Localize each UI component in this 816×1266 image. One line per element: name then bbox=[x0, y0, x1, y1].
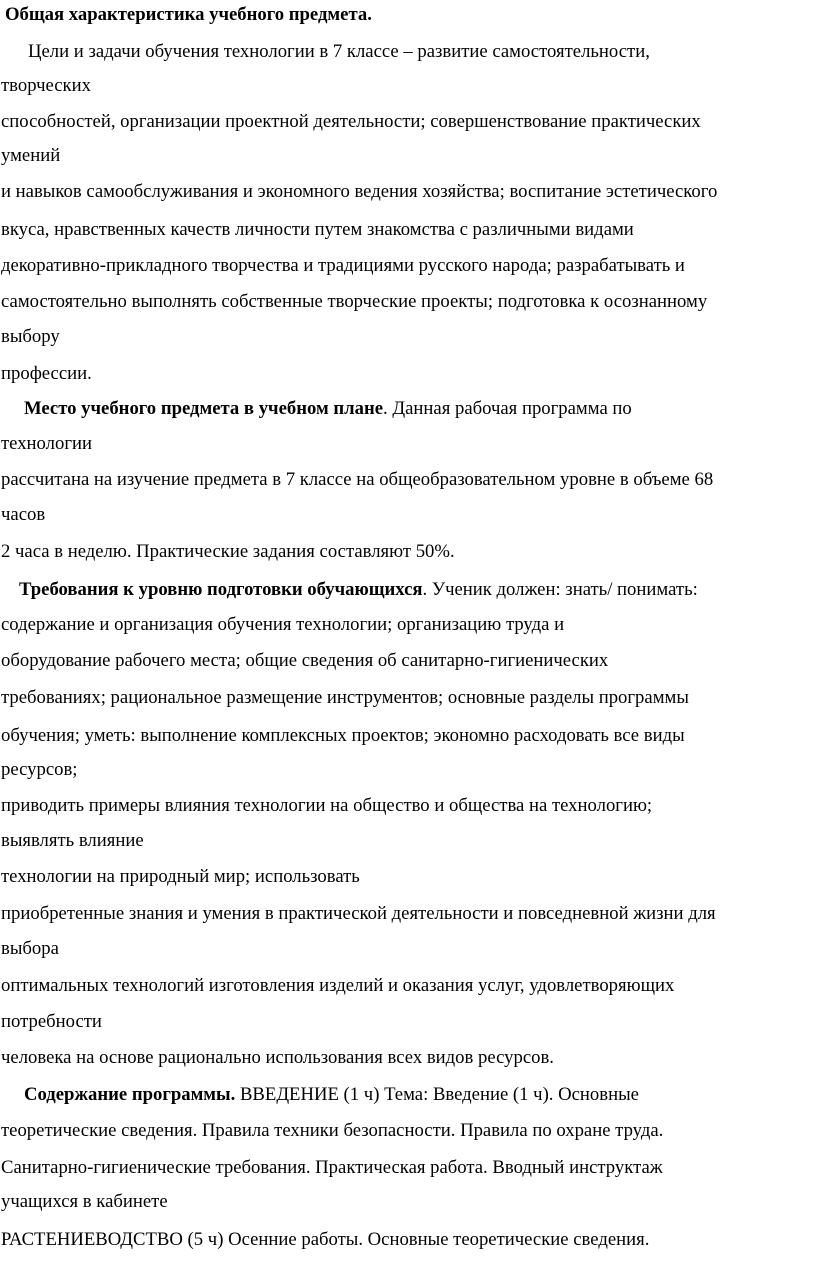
text-line: вкуса, нравственных качеств личности путем знакомства с различными видами bbox=[1, 219, 634, 240]
text-line: способностей, организации проектной деятельности; совершенствование практических bbox=[1, 111, 701, 132]
text-line: приводить примеры влияния технологии на общество и общества на технологию; bbox=[1, 795, 653, 816]
text-line: Санитарно-гигиенические требования. Практическая работа. Вводный инструктаж bbox=[1, 1157, 663, 1178]
text-line: выбора bbox=[1, 938, 59, 959]
text-line: оптимальных технологий изготовления изделий и оказания услуг, удовлетворяющих bbox=[1, 975, 675, 996]
text-line bbox=[24, 391, 632, 428]
subheading: Требования к уровню подготовки обучающихся bbox=[19, 579, 423, 600]
text-span: . Данная рабочая программа по bbox=[383, 398, 632, 419]
text-line: самостоятельно выполнять собственные творческие проекты; подготовка к осознанному bbox=[1, 291, 708, 312]
text-line: технологии bbox=[1, 433, 92, 454]
text-line: выявлять влияние bbox=[1, 830, 144, 851]
text-line: декоративно-прикладного творчества и традициями русского народа; разрабатывать и bbox=[1, 255, 685, 276]
text-line: и навыков самообслуживания и экономного ведения хозяйства; воспитание эстетического bbox=[1, 181, 718, 202]
text-line: рассчитана на изучение предмета в 7 классе на общеобразовательном уровне в объеме 68 bbox=[1, 469, 714, 490]
text-line: потребности bbox=[1, 1011, 102, 1032]
subheading: Содержание программы. bbox=[24, 1084, 236, 1105]
text-line: РАСТЕНИЕВОДСТВО (5 ч) Осенние работы. Основные теоретические сведения. bbox=[1, 1229, 650, 1250]
text-line: творческих bbox=[1, 75, 91, 96]
text-line: содержание и организация обучения технологии; организацию труда и bbox=[1, 614, 565, 635]
text-line: Цели и задачи обучения технологии в 7 классе – развитие самостоятельности, bbox=[28, 41, 650, 62]
text-line: часов bbox=[1, 504, 46, 525]
text-line: 2 часа в неделю. Практические задания составляют 50%. bbox=[1, 541, 455, 562]
text-span: . Ученик должен: знать/ понимать: bbox=[422, 579, 698, 600]
text-span: ВВЕДЕНИЕ (1 ч) Тема: Введение (1 ч). Основные bbox=[235, 1084, 639, 1105]
text-line bbox=[24, 1077, 639, 1114]
text-line bbox=[19, 572, 698, 609]
text-line: требованиях; рациональное размещение инструментов; основные разделы программы bbox=[1, 687, 689, 708]
text-line: приобретенные знания и умения в практической деятельности и повседневной жизни для bbox=[1, 903, 716, 924]
text-line: профессии. bbox=[1, 363, 92, 384]
section-heading: Общая характеристика учебного предмета. bbox=[5, 4, 372, 25]
subheading: Место учебного предмета в учебном плане bbox=[24, 398, 384, 419]
text-line: теоретические сведения. Правила техники безопасности. Правила по охране труда. bbox=[1, 1120, 664, 1141]
text-line: технологии на природный мир; использовать bbox=[1, 866, 360, 887]
text-line: выбору bbox=[1, 326, 60, 347]
text-line: человека на основе рационально использования всех видов ресурсов. bbox=[1, 1047, 554, 1068]
text-line: умений bbox=[1, 145, 61, 166]
text-line: учащихся в кабинете bbox=[1, 1191, 168, 1212]
text-line: оборудование рабочего места; общие сведения об санитарно-гигиенических bbox=[1, 650, 609, 671]
text-line: ресурсов; bbox=[1, 759, 78, 780]
text-line: обучения; уметь: выполнение комплексных проектов; экономно расходовать все виды bbox=[1, 725, 685, 746]
